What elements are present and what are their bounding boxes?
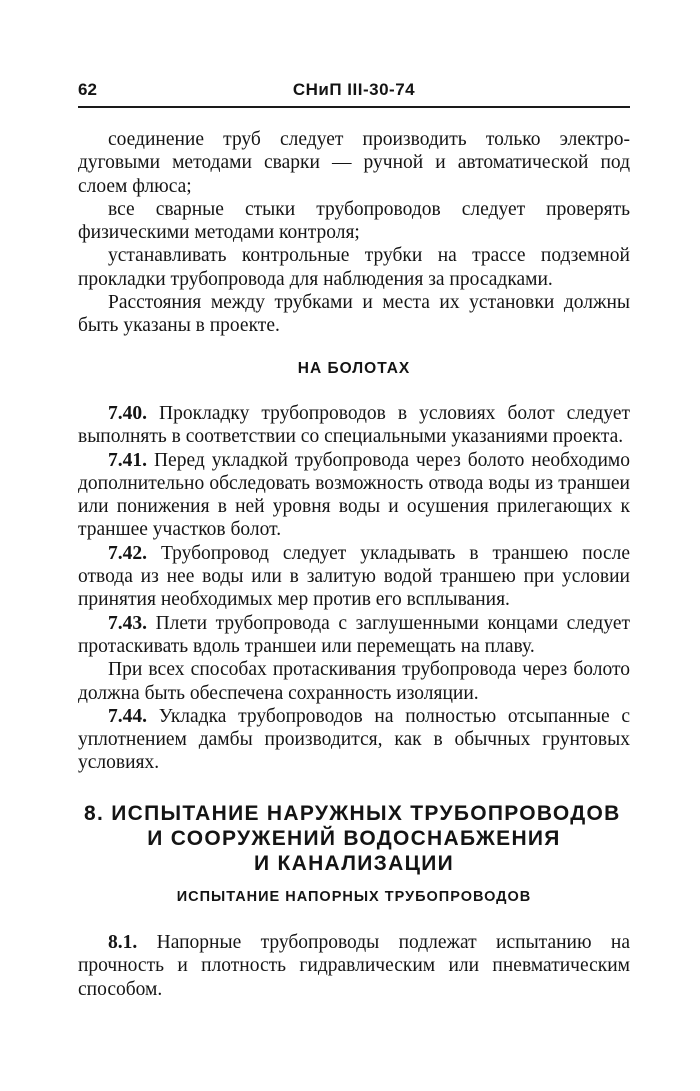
clause-text: Трубопровод следует укладывать в траншею после отвода из нее воды или в залитую водой траншею при условии принятия необходимых мер против его всплывания. xyxy=(78,542,630,611)
clause-number: 7.43. xyxy=(108,612,147,634)
clause-number: 7.44. xyxy=(108,705,147,727)
clause-7-40 xyxy=(78,402,630,449)
clause-number: 7.41. xyxy=(108,449,147,471)
clause-text: Прокладку трубопроводов в условиях болот следует выполнять в соответствии со специальными указаниями проекта. xyxy=(78,402,631,448)
clause-7-44 xyxy=(78,705,630,775)
paragraph: Расстояния между трубками и места их установки должны быть указаны в проекте. xyxy=(78,292,630,337)
clause-8-1 xyxy=(78,931,630,1001)
clause-number: 8.1. xyxy=(108,932,138,954)
chapter-title-line: И СООРУЖЕНИЙ ВОДОСНАБЖЕНИЯ xyxy=(147,826,561,850)
clause-7-42 xyxy=(78,542,630,612)
paragraph: соединение труб следует производить только электродуговыми методами сварки — ручной и автоматической под слоем флюса; xyxy=(78,129,630,197)
clause-number: 7.40. xyxy=(108,402,147,424)
subsection-heading: ИСПЫТАНИЕ НАПОРНЫХ ТРУБОПРОВОДОВ xyxy=(176,888,532,905)
paragraph: все сварные стыки трубопроводов следует проверять физическими методами контроля; xyxy=(78,198,630,244)
clause-7-41 xyxy=(78,449,630,542)
chapter-title-line: 8. ИСПЫТАНИЕ НАРУЖНЫХ ТРУБОПРОВОДОВ xyxy=(84,801,621,825)
clause-7-43 xyxy=(78,612,630,659)
clause-number: 7.42. xyxy=(108,542,147,564)
page-body xyxy=(78,128,630,1001)
clause-text: Укладка трубопроводов на полностью отсыпанные с уплотнением дамбы производится, как в обычных грунтовых условиях. xyxy=(78,705,630,774)
paragraph: При всех способах протаскивания трубопровода через болото должна быть обеспечена сохранность изоляции. xyxy=(78,659,630,704)
clause-text: Перед укладкой трубопровода через болото необходимо дополнительно обследовать возможность отвода воды из траншеи или понижения в ней уровня воды и осушения прилегающих к траншее участков болот. xyxy=(78,449,631,541)
clause-text: Напорные трубопроводы подлежат испытанию на прочность и плотность гидравлическим или пневматическим способом. xyxy=(78,932,630,1000)
chapter-heading xyxy=(78,801,630,876)
paragraph: устанавливать контрольные трубки на трассе подземной прокладки трубопровода для наблюдения за просадками. xyxy=(78,245,630,290)
chapter-title-line: И КАНАЛИЗАЦИИ xyxy=(253,851,455,875)
clause-text: Плети трубопровода с заглушенными концами следует протаскивать вдоль траншеи или перемещать на плаву. xyxy=(78,612,630,657)
section-heading: НА БОЛОТАХ xyxy=(297,359,411,377)
running-title: СНиП III-30-74 xyxy=(292,80,416,99)
page-header xyxy=(78,80,630,108)
page-number: 62 xyxy=(78,80,97,99)
